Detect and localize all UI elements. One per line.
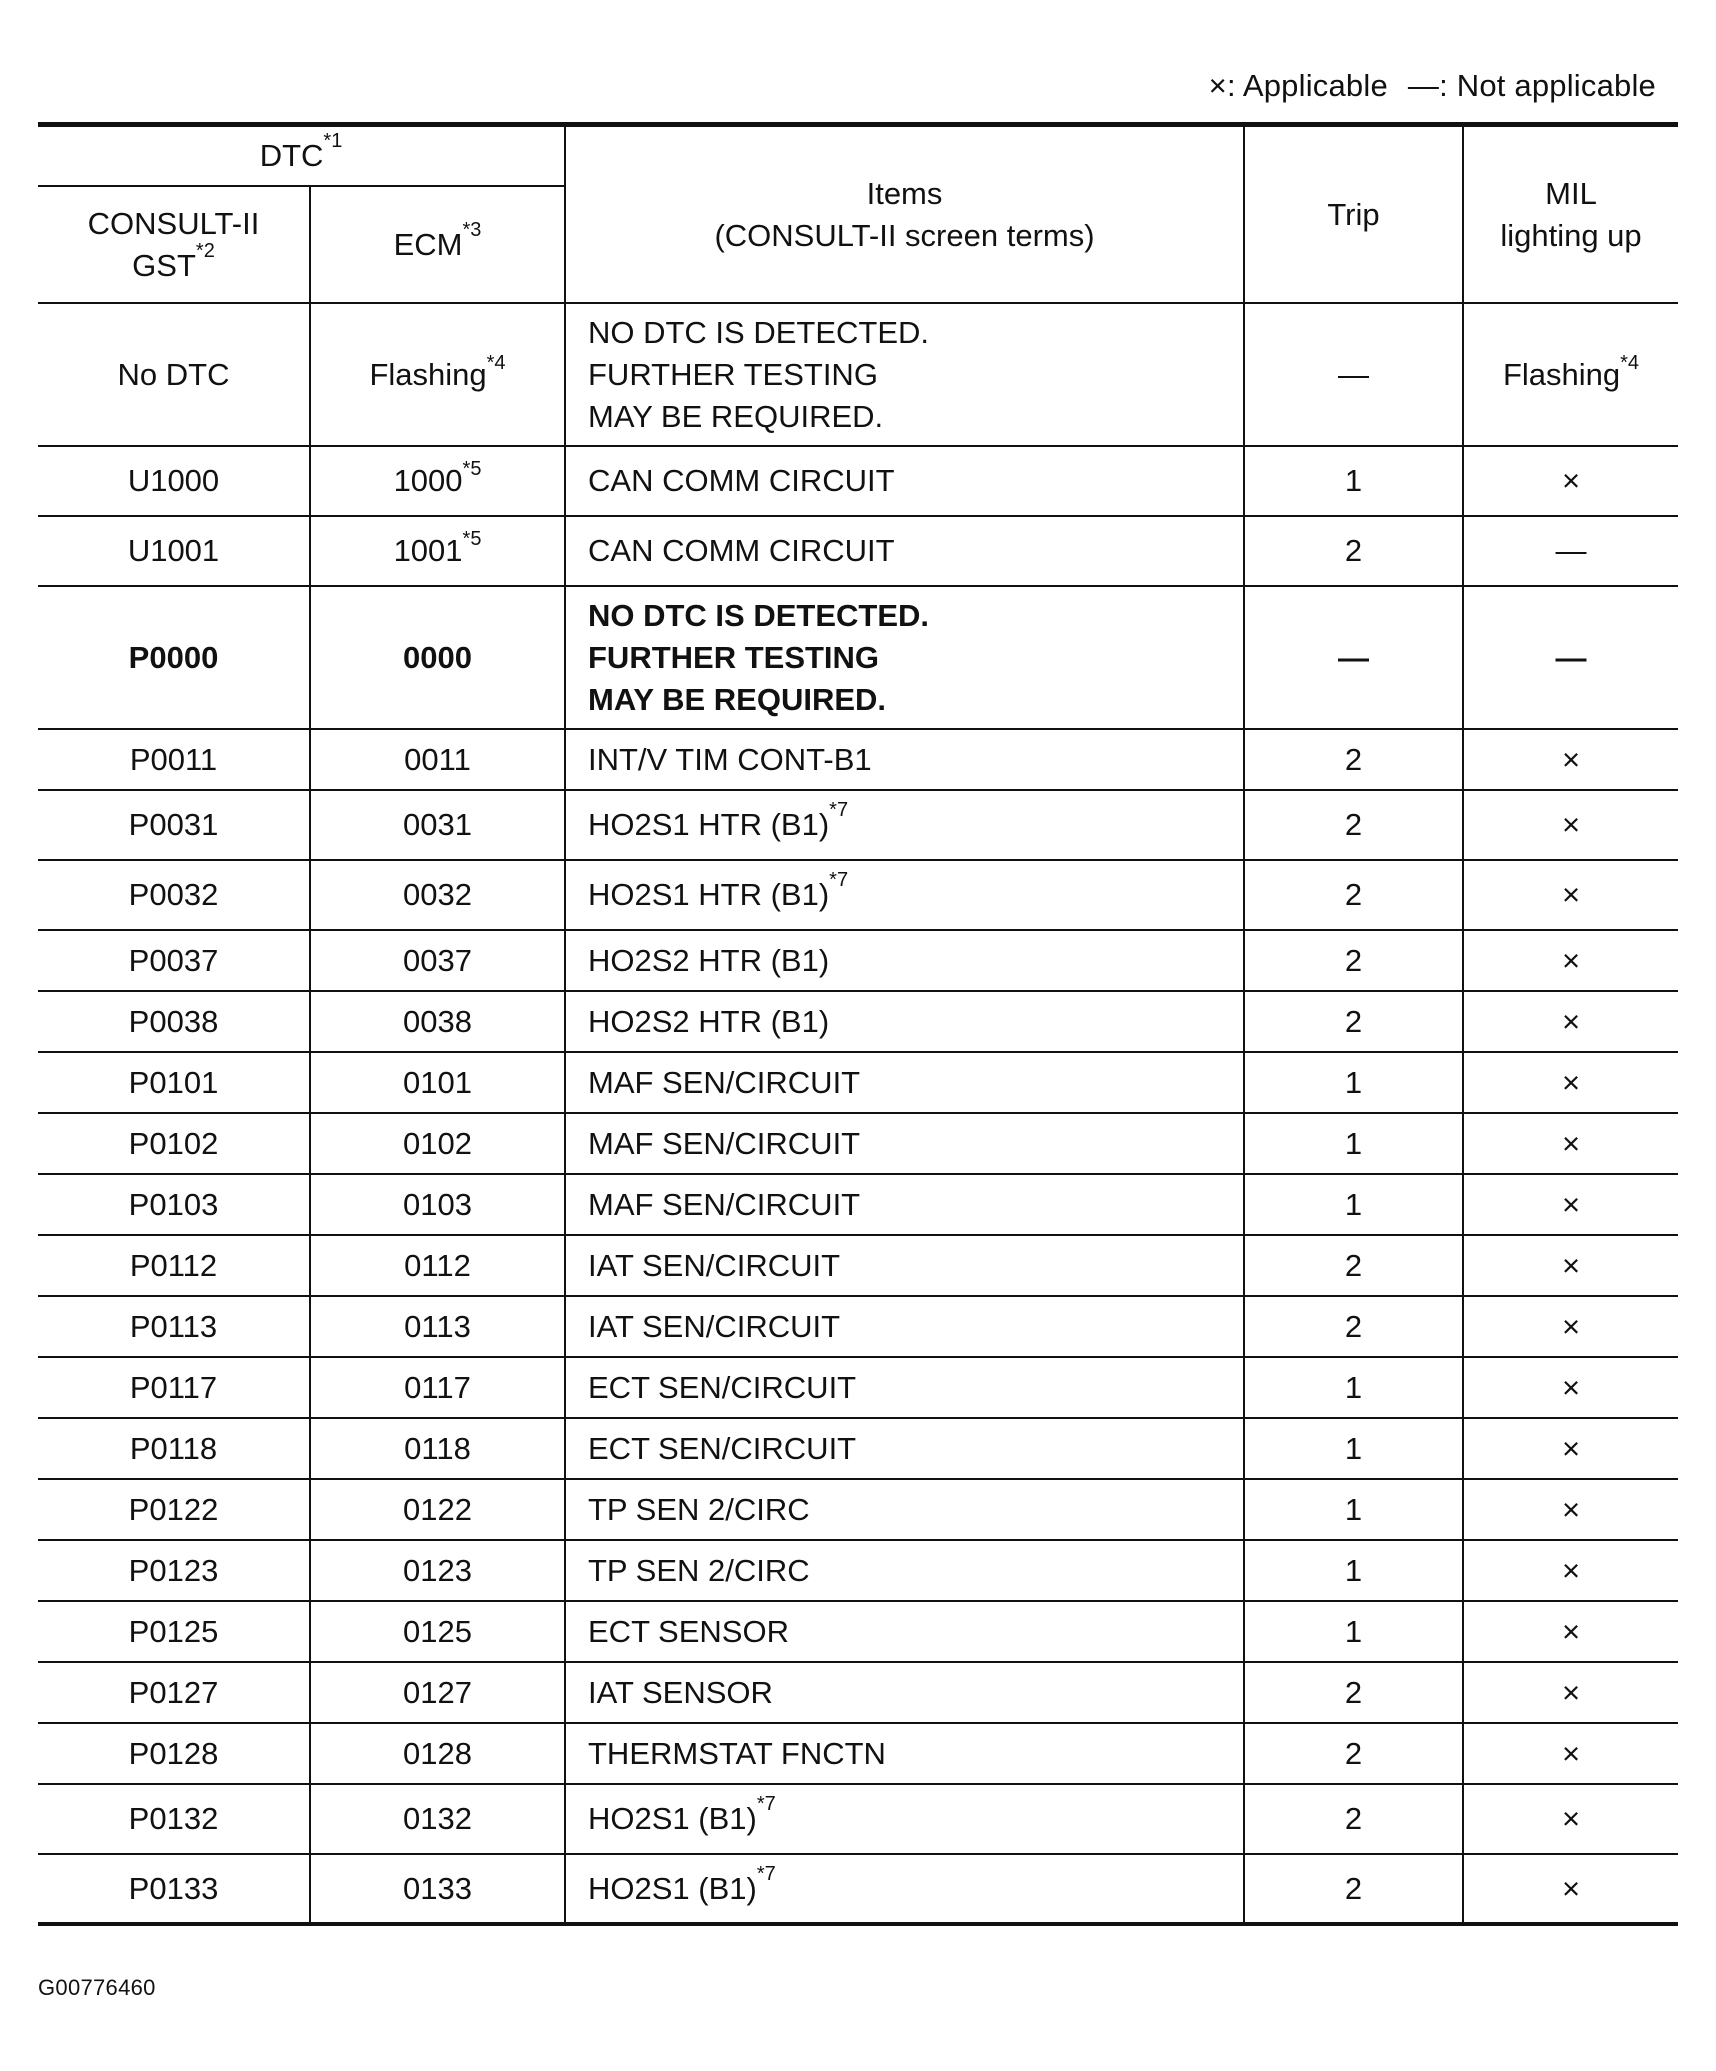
dtc-trip: 1: [1244, 1174, 1463, 1235]
mil-mark: ×: [1561, 741, 1581, 777]
dtc-item: HO2S1 HTR $(B1)^{*7}$: [565, 860, 1244, 930]
dtc-item: NO DTC IS DETECTED. FURTHER TESTING MAY BE REQUIRED.: [565, 586, 1244, 729]
dtc-consult-code: P0101: [38, 1052, 310, 1113]
dtc-item: HO2S2 HTR (B1): [565, 930, 1244, 991]
table-row: [38, 303, 1678, 446]
dtc-mil: [1463, 729, 1678, 790]
footnote-mark: *5: [462, 458, 482, 480]
dtc-consult-code: P0127: [38, 1662, 310, 1723]
mil-mark: ×: [1561, 807, 1581, 842]
mil-mark: ×: [1561, 942, 1581, 978]
dtc-trip: 2: [1244, 1723, 1463, 1784]
dtc-mil: [1463, 516, 1678, 586]
ecm-footnote: *3: [462, 218, 482, 241]
mil-mark: ×: [1561, 1247, 1581, 1283]
dtc-header: DTC$^{*1}$: [38, 125, 565, 187]
dtc-trip: 2: [1244, 860, 1463, 930]
table-row: [38, 930, 1678, 991]
dtc-item: TP SEN 2/CIRC: [565, 1540, 1244, 1601]
dtc-ecm-code: 0123: [310, 1540, 565, 1601]
dtc-mil: [1463, 1174, 1678, 1235]
footnote-mark: *5: [462, 528, 482, 550]
dtc-trip: 1: [1244, 1357, 1463, 1418]
footnote-mark: *7: [756, 1862, 776, 1885]
table-row: [38, 446, 1678, 516]
mil-mark: ×: [1561, 1430, 1581, 1466]
mil-mark: ×: [1561, 1735, 1581, 1771]
dtc-ecm-code: 0133: [310, 1854, 565, 1924]
table-row: [38, 1296, 1678, 1357]
dtc-item: TP SEN 2/CIRC: [565, 1479, 1244, 1540]
dtc-ecm-code: 0101: [310, 1052, 565, 1113]
dtc-consult-code: P0103: [38, 1174, 310, 1235]
mil-mark: —: [1555, 533, 1587, 568]
table-row: [38, 991, 1678, 1052]
dtc-item: IAT SEN/CIRCUIT: [565, 1296, 1244, 1357]
mil-mark: ×: [1561, 1186, 1581, 1222]
table-row: [38, 1479, 1678, 1540]
dtc-mil: [1463, 1113, 1678, 1174]
dtc-item: HO2S1 $(B1)^{*7}$: [565, 1784, 1244, 1854]
dtc-mil: [1463, 790, 1678, 860]
mil-mark: ×: [1561, 1125, 1581, 1161]
dtc-consult-code: P0037: [38, 930, 310, 991]
table-row: [38, 790, 1678, 860]
dtc-mil: [1463, 991, 1678, 1052]
table-row: [38, 586, 1678, 729]
dtc-table-body: [38, 303, 1678, 1924]
dtc-trip: 1: [1244, 1418, 1463, 1479]
mil-mark: ×: [1561, 1369, 1581, 1405]
dtc-trip: 1: [1244, 1052, 1463, 1113]
dtc-trip: —: [1244, 303, 1463, 446]
dtc-trip: 2: [1244, 991, 1463, 1052]
table-row: [38, 729, 1678, 790]
dtc-consult-code: U1001: [38, 516, 310, 586]
table-row: [38, 1418, 1678, 1479]
dtc-trip: 2: [1244, 729, 1463, 790]
trip-header: Trip: [1244, 125, 1463, 304]
dtc-mil: [1463, 1784, 1678, 1854]
dtc-ecm-code: 0038: [310, 991, 565, 1052]
mil-mark: ×: [1561, 1552, 1581, 1588]
dtc-ecm-code: 0117: [310, 1357, 565, 1418]
dtc-ecm-code: 0125: [310, 1601, 565, 1662]
dtc-mil: [1463, 303, 1678, 446]
mil-mark: ×: [1561, 1870, 1581, 1906]
dtc-ecm-code: 0032: [310, 860, 565, 930]
footnote-mark: *4: [486, 351, 506, 374]
dtc-ecm-code: 0011: [310, 729, 565, 790]
legend: [1209, 68, 1656, 104]
dtc-mil: [1463, 1052, 1678, 1113]
dtc-mil: [1463, 1357, 1678, 1418]
dtc-consult-code: P0031: [38, 790, 310, 860]
dtc-item: HO2S1 $(B1)^{*7}$: [565, 1854, 1244, 1924]
dtc-trip: 2: [1244, 1662, 1463, 1723]
dtc-mil: [1463, 586, 1678, 729]
dtc-ecm-code: 0103: [310, 1174, 565, 1235]
mil-mark: ×: [1561, 877, 1581, 912]
ecm-header: ECM$^{*3}$: [310, 186, 565, 303]
dtc-consult-code: P0032: [38, 860, 310, 930]
dtc-mil: [1463, 1854, 1678, 1924]
dtc-item: INT/V TIM CONT-B1: [565, 729, 1244, 790]
mil-mark: ×: [1561, 463, 1581, 498]
dtc-mil: [1463, 1723, 1678, 1784]
dtc-item: HO2S1 HTR $(B1)^{*7}$: [565, 790, 1244, 860]
items-header: Items (CONSULT-II screen terms): [565, 125, 1244, 304]
dtc-consult-code: P0123: [38, 1540, 310, 1601]
mil-mark: —: [1555, 639, 1587, 675]
dtc-mil: [1463, 1235, 1678, 1296]
mil-mark: ×: [1561, 1613, 1581, 1649]
dtc-mil: [1463, 1296, 1678, 1357]
dtc-trip: 1: [1244, 1479, 1463, 1540]
table-row: [38, 860, 1678, 930]
table-row: [38, 1235, 1678, 1296]
dtc-consult-code: P0117: [38, 1357, 310, 1418]
table-row: [38, 1540, 1678, 1601]
dtc-trip: 2: [1244, 1854, 1463, 1924]
dtc-trip: 1: [1244, 1601, 1463, 1662]
footnote-mark: *7: [829, 799, 849, 821]
dtc-mil: [1463, 446, 1678, 516]
dtc-trip: 1: [1244, 1540, 1463, 1601]
mil-mark: ×: [1561, 1674, 1581, 1710]
dtc-item: MAF SEN/CIRCUIT: [565, 1052, 1244, 1113]
dtc-ecm-code: 0122: [310, 1479, 565, 1540]
footnote-mark: *7: [756, 1793, 776, 1815]
legend-applicable: ×: Applicable: [1208, 68, 1388, 103]
dtc-item: IAT SEN/CIRCUIT: [565, 1235, 1244, 1296]
dtc-mil: [1463, 1601, 1678, 1662]
dtc-trip: 2: [1244, 790, 1463, 860]
mil-mark: ×: [1561, 1491, 1581, 1527]
dtc-item: CAN COMM CIRCUIT: [565, 446, 1244, 516]
dtc-consult-code: P0122: [38, 1479, 310, 1540]
dtc-mil: [1463, 930, 1678, 991]
table-row: [38, 1662, 1678, 1723]
dtc-consult-code: P0125: [38, 1601, 310, 1662]
dtc-mil: [1463, 1662, 1678, 1723]
dtc-mil: [1463, 860, 1678, 930]
dtc-ecm-code: 0102: [310, 1113, 565, 1174]
dtc-item: ECT SENSOR: [565, 1601, 1244, 1662]
dtc-consult-code: P0118: [38, 1418, 310, 1479]
dtc-trip: —: [1244, 586, 1463, 729]
consult-gst-header: CONSULT-II GST$^{*2}$: [38, 186, 310, 303]
dtc-consult-code: P0112: [38, 1235, 310, 1296]
dtc-ecm-code: 1000$^{*5}$: [310, 446, 565, 516]
table-row: [38, 1174, 1678, 1235]
dtc-trip: 2: [1244, 1296, 1463, 1357]
dtc-ecm-code: 0127: [310, 1662, 565, 1723]
footnote-mark: *7: [829, 869, 849, 891]
dtc-trip: 1: [1244, 446, 1463, 516]
dtc-consult-code: P0038: [38, 991, 310, 1052]
dtc-ecm-code: 0128: [310, 1723, 565, 1784]
dtc-mil: [1463, 1479, 1678, 1540]
dtc-item: CAN COMM CIRCUIT: [565, 516, 1244, 586]
dtc-trip: 1: [1244, 1113, 1463, 1174]
dtc-table: [38, 122, 1678, 1926]
dtc-item: MAF SEN/CIRCUIT: [565, 1113, 1244, 1174]
table-row: [38, 1601, 1678, 1662]
dtc-trip: 2: [1244, 516, 1463, 586]
dtc-ecm-code: 0118: [310, 1418, 565, 1479]
dtc-footnote: *1: [323, 130, 343, 152]
legend-not-applicable: —: Not applicable: [1407, 68, 1656, 103]
mil-mark: ×: [1561, 1064, 1581, 1100]
dtc-consult-code: P0133: [38, 1854, 310, 1924]
dtc-ecm-code: 1001$^{*5}$: [310, 516, 565, 586]
dtc-ecm-code: 0112: [310, 1235, 565, 1296]
dtc-ecm-code: 0031: [310, 790, 565, 860]
table-row: [38, 1723, 1678, 1784]
figure-id: G00776460: [38, 1975, 156, 2000]
dtc-consult-code: P0132: [38, 1784, 310, 1854]
dtc-item: ECT SEN/CIRCUIT: [565, 1357, 1244, 1418]
dtc-consult-code: U1000: [38, 446, 310, 516]
header-row-1: [38, 125, 1678, 187]
dtc-consult-code: P0128: [38, 1723, 310, 1784]
mil-mark: ×: [1561, 1801, 1581, 1836]
dtc-item: ECT SEN/CIRCUIT: [565, 1418, 1244, 1479]
dtc-consult-code: P0102: [38, 1113, 310, 1174]
dtc-ecm-code: 0113: [310, 1296, 565, 1357]
dtc-consult-code: P0113: [38, 1296, 310, 1357]
table-row: [38, 1052, 1678, 1113]
dtc-item: NO DTC IS DETECTED. FURTHER TESTING MAY BE REQUIRED.: [565, 303, 1244, 446]
dtc-consult-code: P0011: [38, 729, 310, 790]
table-row: [38, 1357, 1678, 1418]
dtc-item: MAF SEN/CIRCUIT: [565, 1174, 1244, 1235]
table-row: [38, 1784, 1678, 1854]
dtc-ecm-code: 0000: [310, 586, 565, 729]
dtc-item: HO2S2 HTR (B1): [565, 991, 1244, 1052]
mil-mark: ×: [1561, 1308, 1581, 1344]
dtc-item: THERMSTAT FNCTN: [565, 1723, 1244, 1784]
dtc-trip: 2: [1244, 1235, 1463, 1296]
table-row: [38, 1854, 1678, 1924]
dtc-ecm-code: 0037: [310, 930, 565, 991]
dtc-consult-code: P0000: [38, 586, 310, 729]
dtc-ecm-code: 0132: [310, 1784, 565, 1854]
mil-mark: ×: [1561, 1003, 1581, 1039]
table-row: [38, 516, 1678, 586]
dtc-trip: 2: [1244, 930, 1463, 991]
footnote-mark: *4: [1620, 351, 1640, 374]
dtc-trip: 2: [1244, 1784, 1463, 1854]
dtc-mil: [1463, 1540, 1678, 1601]
dtc-consult-code: No DTC: [38, 303, 310, 446]
dtc-ecm-code: Flashing$^{*4}$: [310, 303, 565, 446]
mil-mark: Flashing: [1502, 356, 1621, 392]
consult-footnote: *2: [195, 239, 215, 262]
dtc-mil: [1463, 1418, 1678, 1479]
table-row: [38, 1113, 1678, 1174]
mil-header: MIL lighting up: [1463, 125, 1678, 304]
dtc-item: IAT SENSOR: [565, 1662, 1244, 1723]
